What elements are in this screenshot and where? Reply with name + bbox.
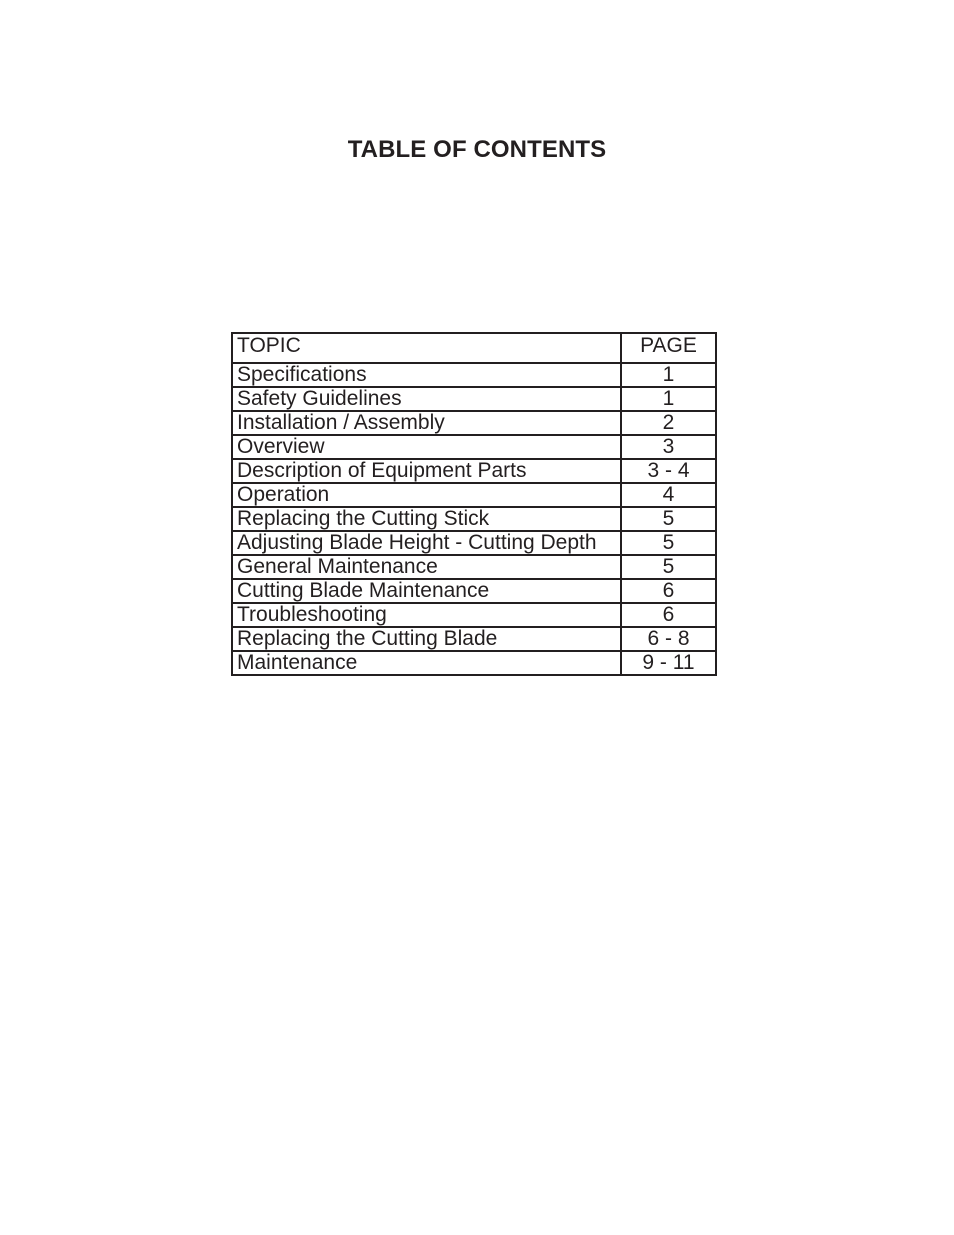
table-header-row [232,333,716,363]
topic-cell: General Maintenance [232,555,621,579]
topic-cell: Troubleshooting [232,603,621,627]
table-row [232,363,716,387]
page-cell: 9 - 11 [621,651,716,675]
topic-cell: Safety Guidelines [232,387,621,411]
topic-cell: Cutting Blade Maintenance [232,579,621,603]
page-cell: 6 [621,579,716,603]
table-of-contents [231,332,717,676]
topic-cell: Operation [232,483,621,507]
topic-cell: Description of Equipment Parts [232,459,621,483]
page-cell: 5 [621,507,716,531]
page-cell: 3 [621,435,716,459]
column-header-topic: TOPIC [232,333,621,363]
topic-cell: Installation / Assembly [232,411,621,435]
table-row [232,531,716,555]
topic-cell: Overview [232,435,621,459]
page-cell: 2 [621,411,716,435]
table-row [232,459,716,483]
column-header-page: PAGE [621,333,716,363]
topic-cell: Replacing the Cutting Blade [232,627,621,651]
table-row [232,411,716,435]
table-row [232,603,716,627]
table-row [232,507,716,531]
page-cell: 5 [621,531,716,555]
page-cell: 5 [621,555,716,579]
page-title: TABLE OF CONTENTS [347,136,607,163]
table-row [232,555,716,579]
topic-cell: Adjusting Blade Height - Cutting Depth [232,531,621,555]
page-cell: 3 - 4 [621,459,716,483]
page-cell: 1 [621,363,716,387]
topic-cell: Replacing the Cutting Stick [232,507,621,531]
table-row [232,483,716,507]
page-cell: 6 - 8 [621,627,716,651]
table-row [232,579,716,603]
table-row [232,627,716,651]
topic-cell: Maintenance [232,651,621,675]
table-row [232,651,716,675]
table-row [232,435,716,459]
topic-cell: Specifications [232,363,621,387]
page-cell: 4 [621,483,716,507]
page-cell: 6 [621,603,716,627]
table-row [232,387,716,411]
page-cell: 1 [621,387,716,411]
